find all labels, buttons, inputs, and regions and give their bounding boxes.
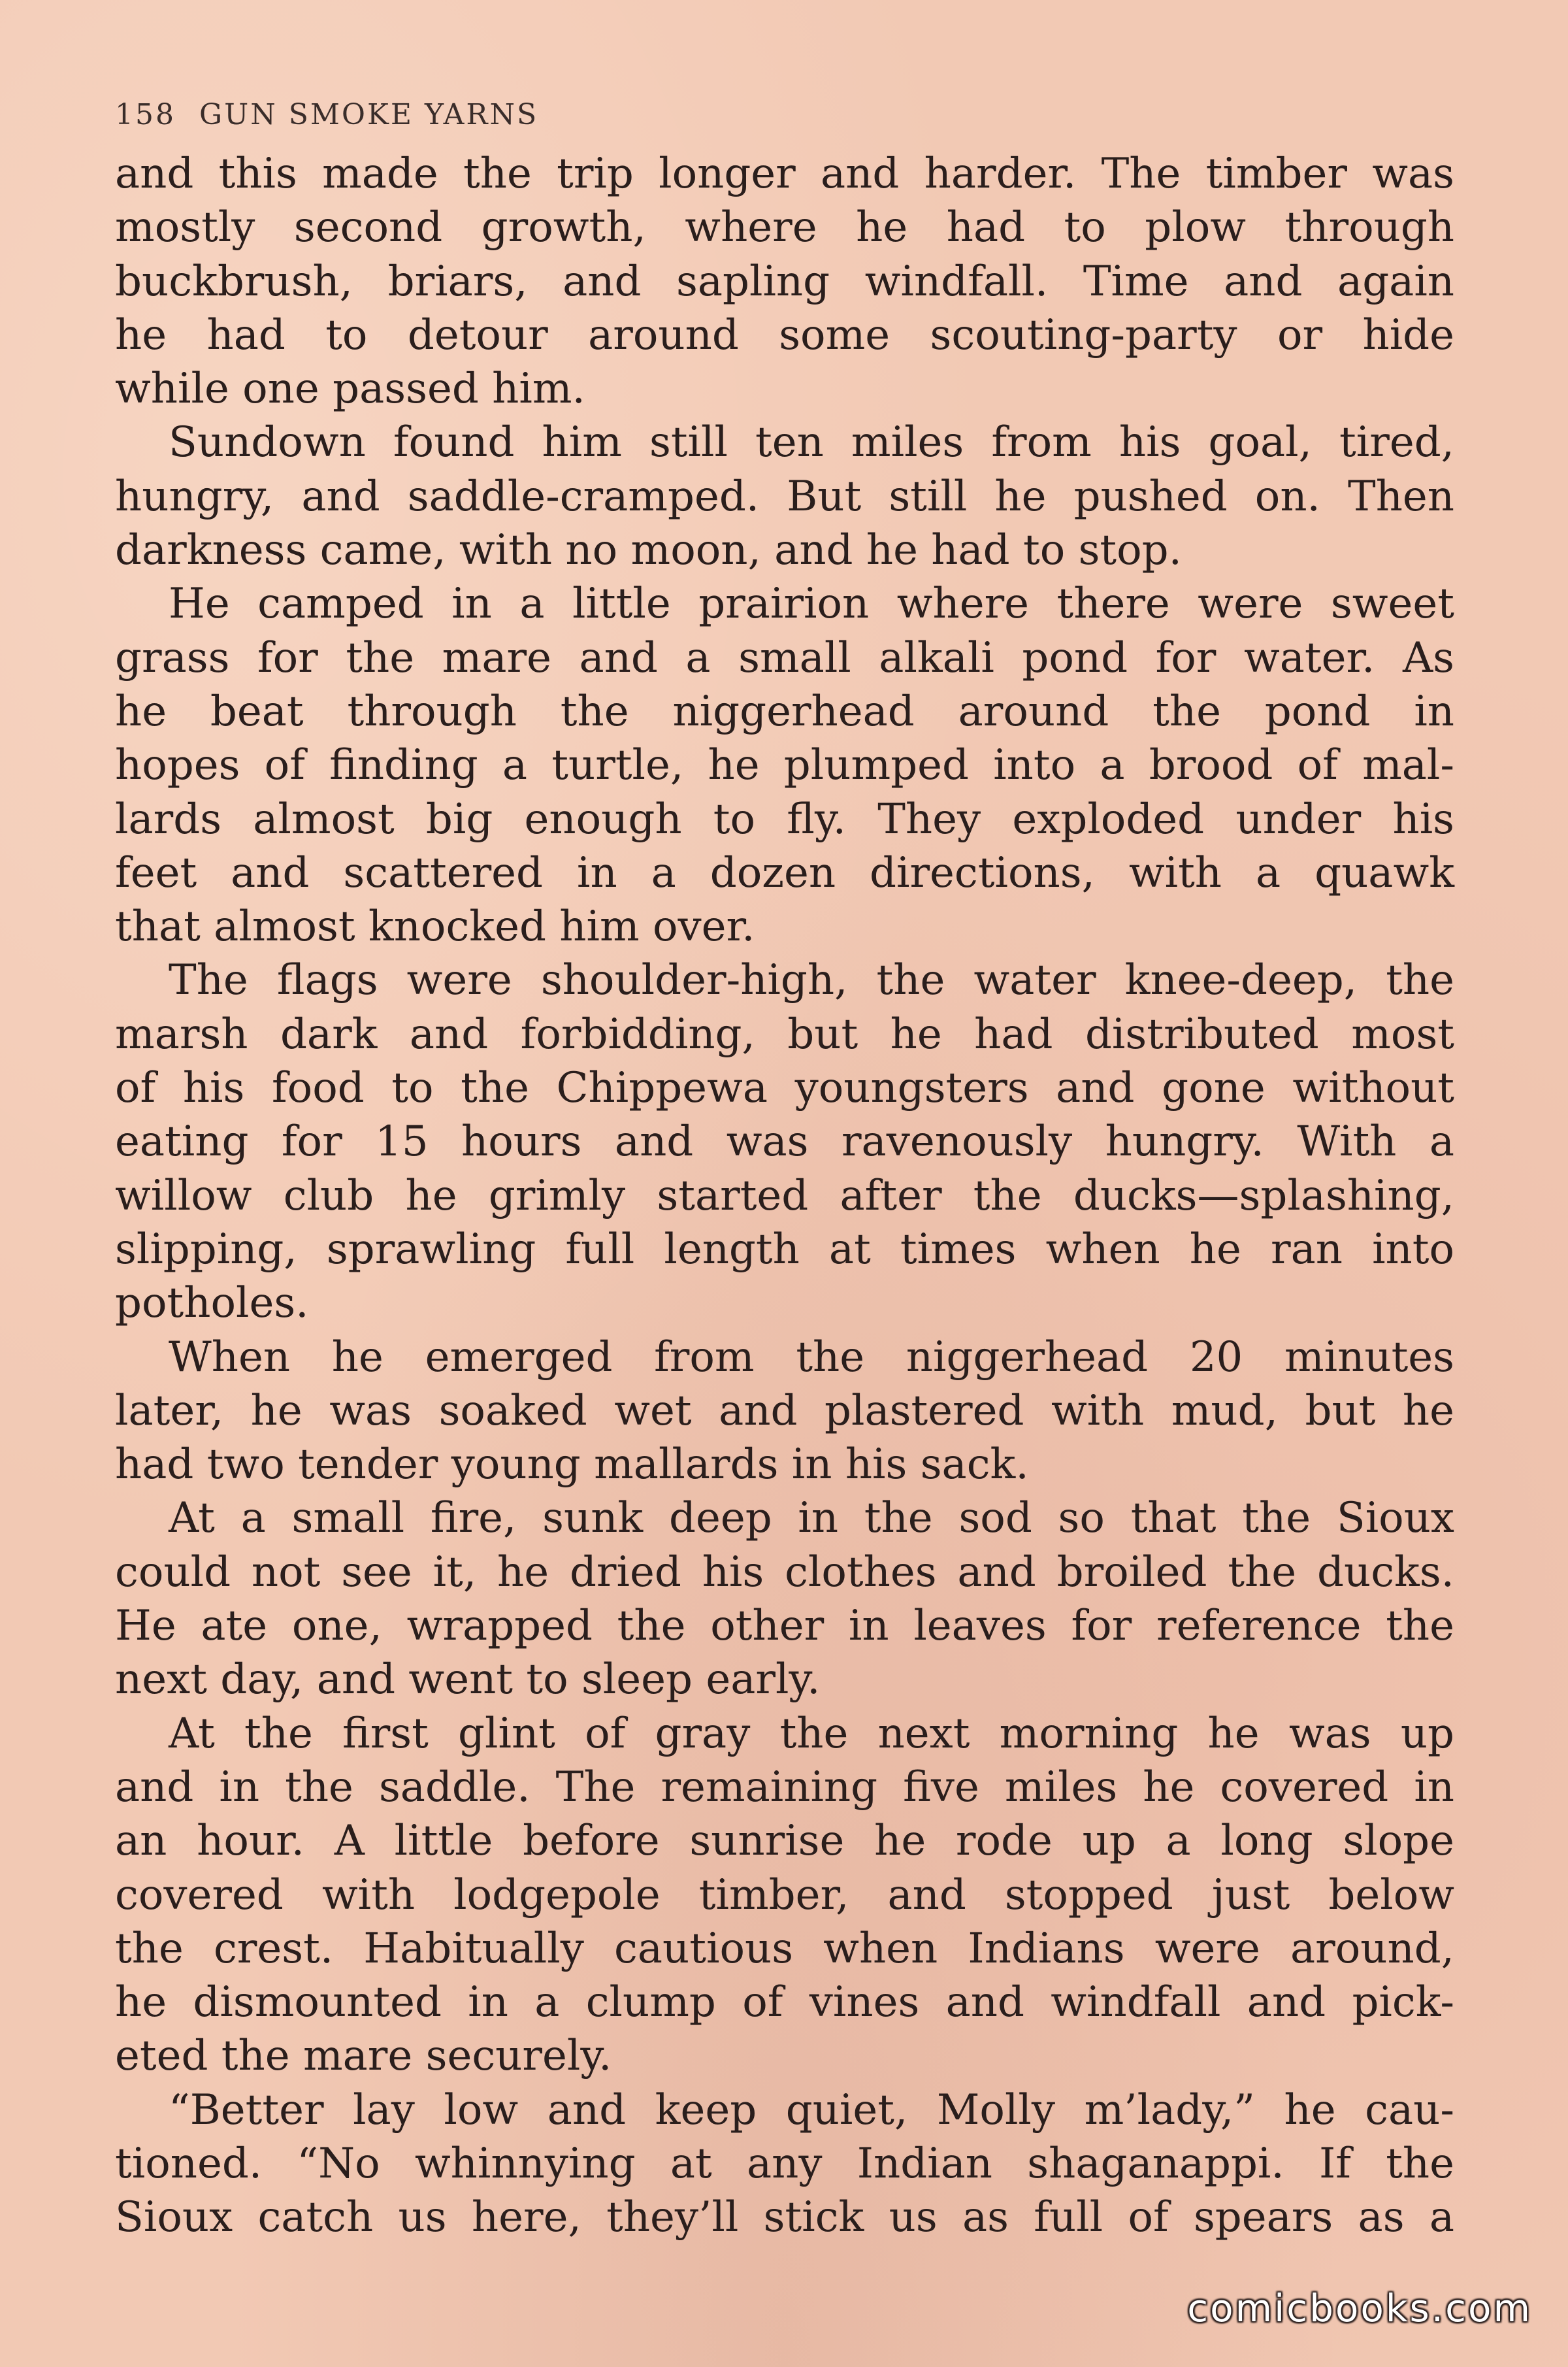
text-line: “Better lay low and keep quiet, Molly m’lady,” he cau-	[169, 2085, 1454, 2134]
text-line: he dismounted in a clump of vines and windfall and pick-	[115, 1978, 1454, 2027]
text-line: buckbrush, briars, and sapling windfall. Time and again	[115, 257, 1454, 306]
text-line: He camped in a little prairion where there were sweet	[169, 580, 1454, 629]
running-head	[115, 98, 538, 131]
text-line: mostly second growth, where he had to plow through	[115, 203, 1454, 252]
text-line: eted the mare securely.	[115, 2032, 612, 2081]
text-line: an hour. A little before sunrise he rode up a long slope	[115, 1817, 1454, 1866]
text-line: that almost knocked him over.	[115, 902, 755, 952]
text-line: The flags were shoulder-high, the water knee-deep, the	[169, 956, 1454, 1005]
text-line: Sioux catch us here, they’ll stick us as full of spears as a	[115, 2193, 1454, 2242]
text-line: tioned. “No whinnying at any Indian shaganappi. If the	[115, 2139, 1454, 2188]
text-line: lards almost big enough to fly. They exploded under his	[115, 795, 1454, 844]
text-line: When he emerged from the niggerhead 20 minutes	[169, 1332, 1454, 1382]
text-line: covered with lodgepole timber, and stopped just below	[115, 1870, 1454, 1919]
text-line: At a small fire, sunk deep in the sod so that the Sioux	[169, 1494, 1454, 1543]
text-line: hungry, and saddle-cramped. But still he pushed on. Then	[115, 472, 1454, 521]
watermark: comicbooks.com	[1187, 2286, 1532, 2330]
text-line: eating for 15 hours and was ravenously hungry. With a	[115, 1117, 1454, 1167]
text-line: and in the saddle. The remaining five miles he covered in	[115, 1763, 1454, 1812]
text-line: he had to detour around some scouting-party or hide	[115, 310, 1454, 359]
text-line: He ate one, wrapped the other in leaves for reference the	[115, 1602, 1454, 1651]
text-line: At the first glint of gray the next morning he was up	[169, 1709, 1454, 1758]
text-line: could not see it, he dried his clothes and broiled the ducks.	[115, 1548, 1454, 1597]
book-title: GUN SMOKE YARNS	[199, 98, 539, 131]
text-line: darkness came, with no moon, and he had to stop.	[115, 526, 1182, 575]
text-line: while one passed him.	[115, 365, 585, 414]
text-line: slipping, sprawling full length at times when he ran into	[115, 1225, 1454, 1274]
text-line: grass for the mare and a small alkali pond for water. As	[115, 633, 1454, 682]
text-line: hopes of finding a turtle, he plumped into a brood of mal-	[115, 741, 1454, 790]
text-line: next day, and went to sleep early.	[115, 1655, 821, 1704]
text-line: willow club he grimly started after the ducks—splashing,	[115, 1171, 1454, 1220]
text-line: feet and scattered in a dozen directions, with a quawk	[115, 848, 1454, 897]
text-line: had two tender young mallards in his sack.	[115, 1440, 1029, 1489]
text-line: and this made the trip longer and harder. The timber was	[115, 150, 1454, 198]
text-line: the crest. Habitually cautious when Indians were around,	[115, 1924, 1454, 1973]
text-line: marsh dark and forbidding, but he had distributed most	[115, 1010, 1454, 1059]
page-number: 158	[115, 98, 176, 131]
text-line: Sundown found him still ten miles from his goal, tired,	[169, 418, 1454, 467]
text-line: of his food to the Chippewa youngsters and gone without	[115, 1064, 1454, 1113]
text-line: he beat through the niggerhead around the pond in	[115, 687, 1454, 736]
text-line: later, he was soaked wet and plastered with mud, but he	[115, 1386, 1454, 1435]
text-line: potholes.	[115, 1279, 309, 1328]
body-text	[115, 147, 1454, 2245]
